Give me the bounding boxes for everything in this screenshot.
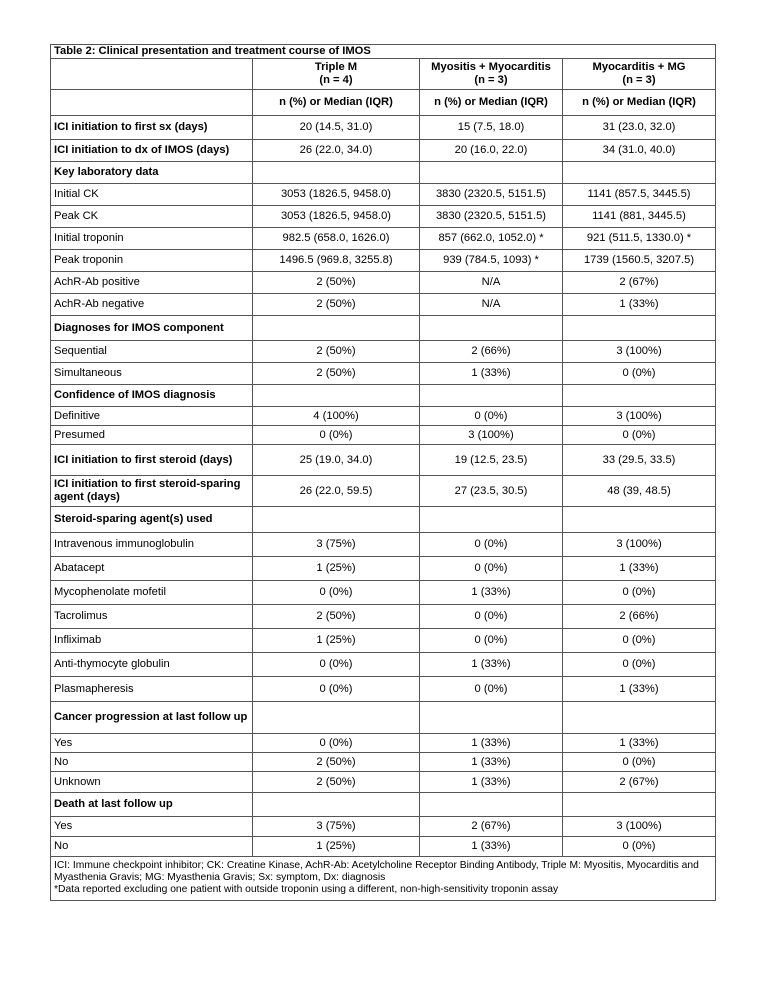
cell-value: 3 (100%) <box>563 407 716 426</box>
row-label: Death at last follow up <box>51 793 253 817</box>
cell-value: 2 (50%) <box>253 363 420 385</box>
cell-value: 1141 (881, 3445.5) <box>563 206 716 228</box>
column-n: (n = 3) <box>622 74 656 86</box>
cell-value <box>420 385 563 407</box>
cell-value: 33 (29.5, 33.5) <box>563 445 716 476</box>
table-row <box>51 272 716 294</box>
stat-label: n (%) or Median (IQR) <box>420 90 563 116</box>
table-row <box>51 837 716 857</box>
row-label: Mycophenolate mofetil <box>51 581 253 605</box>
table-row <box>51 677 716 702</box>
row-label: No <box>51 837 253 857</box>
cell-value: 1 (33%) <box>563 734 716 753</box>
cell-value: 19 (12.5, 23.5) <box>420 445 563 476</box>
section-row <box>51 507 716 533</box>
table-row <box>51 753 716 772</box>
cell-value: 1 (33%) <box>420 653 563 677</box>
cell-value: 1 (25%) <box>253 557 420 581</box>
cell-value: 1 (33%) <box>563 677 716 702</box>
table-row <box>51 445 716 476</box>
section-row <box>51 162 716 184</box>
cell-value: 2 (50%) <box>253 753 420 772</box>
cell-value: 0 (0%) <box>563 426 716 445</box>
table-title: Table 2: Clinical presentation and treatment course of IMOS <box>51 45 716 59</box>
cell-value: 3 (75%) <box>253 533 420 557</box>
cell-value: 31 (23.0, 32.0) <box>563 116 716 140</box>
cell-value: 2 (50%) <box>253 294 420 316</box>
column-header-triple-m <box>253 59 420 90</box>
cell-value: 0 (0%) <box>253 581 420 605</box>
table-row <box>51 817 716 837</box>
cell-value: 4 (100%) <box>253 407 420 426</box>
cell-value: 48 (39, 48.5) <box>563 476 716 507</box>
cell-value: 3 (75%) <box>253 817 420 837</box>
cell-value: 2 (50%) <box>253 341 420 363</box>
row-label: Yes <box>51 817 253 837</box>
cell-value <box>563 793 716 817</box>
clinical-table <box>50 44 716 901</box>
table-row <box>51 772 716 793</box>
table-row <box>51 294 716 316</box>
row-label: Simultaneous <box>51 363 253 385</box>
column-n: (n = 4) <box>319 74 353 86</box>
cell-value <box>420 507 563 533</box>
table-row <box>51 363 716 385</box>
table-row <box>51 533 716 557</box>
table-row <box>51 426 716 445</box>
cell-value: 1 (33%) <box>420 734 563 753</box>
row-label: AchR-Ab positive <box>51 272 253 294</box>
cell-value: 1 (33%) <box>420 753 563 772</box>
cell-value: 3 (100%) <box>563 817 716 837</box>
row-label: Yes <box>51 734 253 753</box>
cell-value: 0 (0%) <box>253 677 420 702</box>
cell-value: 26 (22.0, 34.0) <box>253 140 420 162</box>
cell-value <box>253 507 420 533</box>
table-row <box>51 629 716 653</box>
stat-empty-cell <box>51 90 253 116</box>
cell-value: 1 (33%) <box>563 294 716 316</box>
cell-value <box>420 316 563 341</box>
cell-value: 2 (67%) <box>563 772 716 793</box>
cell-value: 939 (784.5, 1093) * <box>420 250 563 272</box>
cell-value: 1 (25%) <box>253 837 420 857</box>
footnote-line: *Data reported excluding one patient with outside troponin using a different, non-high-sensitivity troponin assay <box>54 884 559 895</box>
stat-label-row <box>51 90 716 116</box>
cell-value: N/A <box>420 272 563 294</box>
row-label: Tacrolimus <box>51 605 253 629</box>
row-label: AchR-Ab negative <box>51 294 253 316</box>
table-row <box>51 476 716 507</box>
cell-value <box>563 162 716 184</box>
cell-value: 0 (0%) <box>563 581 716 605</box>
cell-value: 0 (0%) <box>563 629 716 653</box>
row-label: Intravenous immunoglobulin <box>51 533 253 557</box>
cell-value: 0 (0%) <box>420 629 563 653</box>
row-label: Anti-thymocyte globulin <box>51 653 253 677</box>
header-empty-cell <box>51 59 253 90</box>
table-row <box>51 140 716 162</box>
table-row <box>51 206 716 228</box>
row-label: Steroid-sparing agent(s) used <box>51 507 253 533</box>
cell-value: 15 (7.5, 18.0) <box>420 116 563 140</box>
table-row <box>51 116 716 140</box>
table-row <box>51 581 716 605</box>
row-label: Sequential <box>51 341 253 363</box>
cell-value: 26 (22.0, 59.5) <box>253 476 420 507</box>
table-row <box>51 341 716 363</box>
cell-value: 2 (66%) <box>563 605 716 629</box>
cell-value: 3 (100%) <box>420 426 563 445</box>
cell-value <box>253 702 420 734</box>
cell-value: 20 (16.0, 22.0) <box>420 140 563 162</box>
cell-value <box>563 316 716 341</box>
row-label: Confidence of IMOS diagnosis <box>51 385 253 407</box>
table-row <box>51 184 716 206</box>
row-label: Infliximab <box>51 629 253 653</box>
cell-value: 1 (33%) <box>420 581 563 605</box>
column-header-myositis-myocarditis <box>420 59 563 90</box>
column-name: Myocarditis + MG <box>592 61 686 73</box>
cell-value: 3830 (2320.5, 5151.5) <box>420 184 563 206</box>
table-footnote <box>51 857 716 901</box>
stat-label: n (%) or Median (IQR) <box>563 90 716 116</box>
cell-value: 921 (511.5, 1330.0) * <box>563 228 716 250</box>
cell-value: 1 (33%) <box>563 557 716 581</box>
cell-value: 0 (0%) <box>253 653 420 677</box>
cell-value: 0 (0%) <box>563 363 716 385</box>
table-row <box>51 228 716 250</box>
column-n: (n = 3) <box>474 74 508 86</box>
row-label: Initial CK <box>51 184 253 206</box>
cell-value: 2 (67%) <box>563 272 716 294</box>
cell-value: 1 (25%) <box>253 629 420 653</box>
table-row <box>51 734 716 753</box>
cell-value: 2 (50%) <box>253 605 420 629</box>
column-header-row <box>51 59 716 90</box>
cell-value: 0 (0%) <box>563 837 716 857</box>
column-name: Triple M <box>314 61 358 73</box>
row-label: Diagnoses for IMOS component <box>51 316 253 341</box>
section-row <box>51 316 716 341</box>
cell-value: 1 (33%) <box>420 772 563 793</box>
row-label: Presumed <box>51 426 253 445</box>
cell-value <box>563 385 716 407</box>
column-name: Myositis + Myocarditis <box>431 61 551 73</box>
cell-value: 857 (662.0, 1052.0) * <box>420 228 563 250</box>
cell-value: 1 (33%) <box>420 837 563 857</box>
row-label: ICI initiation to first steroid-sparing agent (days) <box>51 476 253 507</box>
section-row <box>51 793 716 817</box>
cell-value: 34 (31.0, 40.0) <box>563 140 716 162</box>
row-label: Cancer progression at last follow up <box>51 702 253 734</box>
cell-value: N/A <box>420 294 563 316</box>
cell-value: 3 (100%) <box>563 341 716 363</box>
cell-value: 0 (0%) <box>420 557 563 581</box>
cell-value: 1739 (1560.5, 3207.5) <box>563 250 716 272</box>
section-row <box>51 385 716 407</box>
cell-value <box>253 385 420 407</box>
cell-value: 3 (100%) <box>563 533 716 557</box>
cell-value: 0 (0%) <box>420 407 563 426</box>
row-label: ICI initiation to dx of IMOS (days) <box>51 140 253 162</box>
footnote-row <box>51 857 716 901</box>
row-label: ICI initiation to first sx (days) <box>51 116 253 140</box>
cell-value: 2 (66%) <box>420 341 563 363</box>
cell-value: 0 (0%) <box>563 653 716 677</box>
cell-value: 2 (67%) <box>420 817 563 837</box>
stat-label: n (%) or Median (IQR) <box>253 90 420 116</box>
table-row <box>51 407 716 426</box>
cell-value: 1496.5 (969.8, 3255.8) <box>253 250 420 272</box>
cell-value: 0 (0%) <box>253 734 420 753</box>
cell-value: 982.5 (658.0, 1626.0) <box>253 228 420 250</box>
row-label: Abatacept <box>51 557 253 581</box>
cell-value: 3053 (1826.5, 9458.0) <box>253 184 420 206</box>
cell-value: 20 (14.5, 31.0) <box>253 116 420 140</box>
cell-value <box>563 702 716 734</box>
row-label: Unknown <box>51 772 253 793</box>
cell-value: 3830 (2320.5, 5151.5) <box>420 206 563 228</box>
cell-value: 27 (23.5, 30.5) <box>420 476 563 507</box>
title-row <box>51 45 716 59</box>
cell-value: 1141 (857.5, 3445.5) <box>563 184 716 206</box>
footnote-line: ICI: Immune checkpoint inhibitor; CK: Creatine Kinase, AchR-Ab: Acetylcholine Receptor Binding Antibody, Triple M: Myositis, Myocarditis and Myasthenia Gravis; MG: Myasthenia Gravis; Sx: symptom, Dx: diagnosis <box>54 860 699 883</box>
cell-value <box>253 162 420 184</box>
cell-value <box>253 316 420 341</box>
cell-value: 0 (0%) <box>420 605 563 629</box>
cell-value: 0 (0%) <box>563 753 716 772</box>
row-label: ICI initiation to first steroid (days) <box>51 445 253 476</box>
section-row <box>51 702 716 734</box>
cell-value <box>563 507 716 533</box>
table-row <box>51 653 716 677</box>
cell-value: 25 (19.0, 34.0) <box>253 445 420 476</box>
cell-value: 2 (50%) <box>253 772 420 793</box>
cell-value <box>420 793 563 817</box>
cell-value: 0 (0%) <box>253 426 420 445</box>
column-header-myocarditis-mg <box>563 59 716 90</box>
cell-value <box>420 162 563 184</box>
table-row <box>51 605 716 629</box>
cell-value <box>253 793 420 817</box>
cell-value <box>420 702 563 734</box>
cell-value: 2 (50%) <box>253 272 420 294</box>
row-label: Initial troponin <box>51 228 253 250</box>
row-label: Peak troponin <box>51 250 253 272</box>
table-row <box>51 250 716 272</box>
row-label: Definitive <box>51 407 253 426</box>
table-body <box>51 45 716 901</box>
cell-value: 0 (0%) <box>420 533 563 557</box>
cell-value: 1 (33%) <box>420 363 563 385</box>
row-label: Plasmapheresis <box>51 677 253 702</box>
table-row <box>51 557 716 581</box>
row-label: Peak CK <box>51 206 253 228</box>
row-label: Key laboratory data <box>51 162 253 184</box>
cell-value: 3053 (1826.5, 9458.0) <box>253 206 420 228</box>
row-label: No <box>51 753 253 772</box>
cell-value: 0 (0%) <box>420 677 563 702</box>
